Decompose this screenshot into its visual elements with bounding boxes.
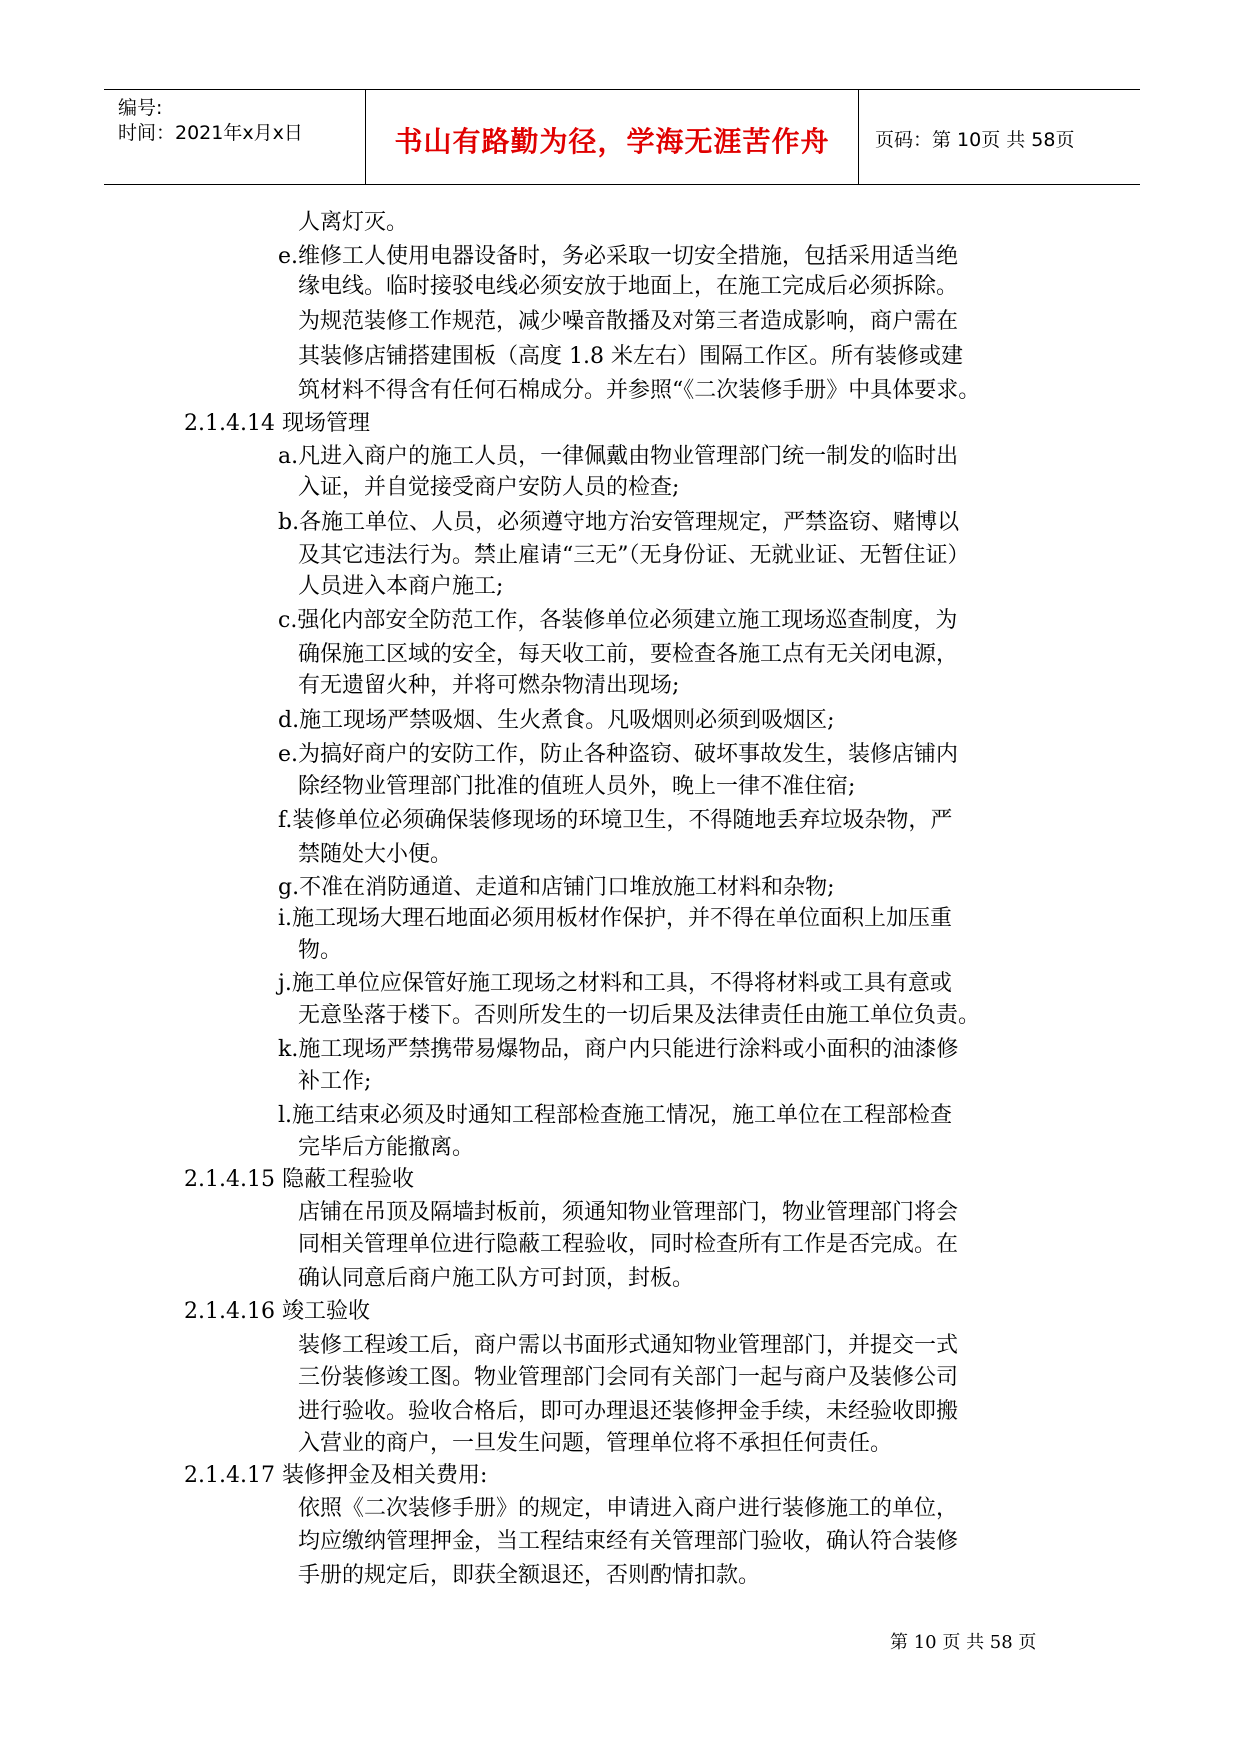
body-text-line: 确保施工区域的安全，每天收工前，要检查各施工点有无关闭电源， xyxy=(298,642,959,667)
body-text-line: 店铺在吊顶及隔墙封板前，须通知物业管理部门，物业管理部门将会 xyxy=(298,1200,959,1225)
body-text-line: 物。 xyxy=(298,938,343,963)
body-text-line: 同相关管理单位进行隐蔽工程验收，同时检查所有工作是否完成。在 xyxy=(298,1232,959,1257)
document-header xyxy=(104,89,1140,185)
body-text-line: 手册的规定后，即获全额退还，否则酌情扣款。 xyxy=(298,1563,761,1588)
list-item: g.不准在消防通道、走道和店铺门口堆放施工材料和杂物; xyxy=(278,875,835,900)
section-heading: 2.1.4.16 竣工验收 xyxy=(184,1299,370,1324)
header-page-cell xyxy=(859,90,1140,184)
list-item: k.施工现场严禁携带易爆物品，商户内只能进行涂料或小面积的油漆修 xyxy=(278,1037,959,1062)
document-time-label: 时间：2021年x月x日 xyxy=(118,122,303,144)
header-motto-cell xyxy=(366,90,859,184)
header-meta-cell xyxy=(104,90,366,184)
list-item: j.施工单位应保管好施工现场之材料和工具，不得将材料或工具有意或 xyxy=(278,971,952,996)
body-text-line: 装修工程竣工后，商户需以书面形式通知物业管理部门，并提交一式 xyxy=(298,1333,959,1358)
list-item: l.施工结束必须及时通知工程部检查施工情况，施工单位在工程部检查 xyxy=(278,1103,953,1128)
body-text-line: 缘电线。临时接驳电线必须安放于地面上，在施工完成后必须拆除。 xyxy=(298,274,959,299)
list-item: i.施工现场大理石地面必须用板材作保护，并不得在单位面积上加压重 xyxy=(278,906,953,931)
header-page-number: 页码：第 10页 共 58页 xyxy=(875,129,1075,151)
section-heading: 2.1.4.17 装修押金及相关费用: xyxy=(184,1463,488,1488)
body-text-line: 完毕后方能撤离。 xyxy=(298,1135,475,1160)
document-number-label: 编号: xyxy=(118,97,163,119)
header-motto: 书山有路勤为径，学海无涯苦作舟 xyxy=(394,125,830,158)
section-heading: 2.1.4.15 隐蔽工程验收 xyxy=(184,1167,414,1192)
body-text-line: 进行验收。验收合格后，即可办理退还装修押金手续，未经验收即搬 xyxy=(298,1399,959,1424)
body-text-line: 人离灯灭。 xyxy=(298,210,409,235)
body-text-line: 有无遗留火种，并将可燃杂物清出现场; xyxy=(298,673,680,698)
list-item: c.强化内部安全防范工作，各装修单位必须建立施工现场巡查制度，为 xyxy=(278,608,958,633)
body-text-line: 除经物业管理部门批准的值班人员外，晚上一律不准住宿; xyxy=(298,774,856,799)
body-text-line: 三份装修竣工图。物业管理部门会同有关部门一起与商户及装修公司 xyxy=(298,1365,959,1390)
list-item: e.维修工人使用电器设备时，务必采取一切安全措施，包括采用适当绝 xyxy=(278,244,959,269)
body-text-line: 为规范装修工作规范，减少噪音散播及对第三者造成影响，商户需在 xyxy=(298,309,959,334)
list-item: f.装修单位必须确保装修现场的环境卫生，不得随地丢弃垃圾杂物，严 xyxy=(278,808,953,833)
body-text-line: 禁随处大小便。 xyxy=(298,842,453,867)
body-text-line: 补工作; xyxy=(298,1069,372,1094)
body-text-line: 其装修店铺搭建围板（高度 1.8 米左右）围隔工作区。所有装修或建 xyxy=(298,344,963,369)
body-text-line: 人员进入本商户施工; xyxy=(298,574,504,599)
body-text-line: 依照《二次装修手册》的规定，申请进入商户进行装修施工的单位， xyxy=(298,1496,959,1521)
body-text-line: 入营业的商户，一旦发生问题，管理单位将不承担任何责任。 xyxy=(298,1431,893,1456)
list-item: e.为搞好商户的安防工作，防止各种盗窃、破坏事故发生，装修店铺内 xyxy=(278,742,959,767)
list-item: d.施工现场严禁吸烟、生火煮食。凡吸烟则必须到吸烟区; xyxy=(278,708,835,733)
section-heading: 2.1.4.14 现场管理 xyxy=(184,411,370,436)
list-item: b.各施工单位、人员，必须遵守地方治安管理规定，严禁盗窃、赌博以 xyxy=(278,510,960,535)
body-text-line: 入证，并自觉接受商户安防人员的检查; xyxy=(298,475,680,500)
body-text-line: 确认同意后商户施工队方可封顶，封板。 xyxy=(298,1266,695,1291)
page-footer: 第 10 页 共 58 页 xyxy=(890,1632,1037,1653)
body-text-line: 筑材料不得含有任何石棉成分。并参照“《二次装修手册》中具体要求。 xyxy=(298,378,981,403)
body-text-line: 及其它违法行为。禁止雇请“三无”（无身份证、无就业证、无暂住证） xyxy=(298,543,970,568)
list-item: a.凡进入商户的施工人员，一律佩戴由物业管理部门统一制发的临时出 xyxy=(278,444,959,469)
body-text-line: 无意坠落于楼下。否则所发生的一切后果及法律责任由施工单位负责。 xyxy=(298,1003,981,1028)
body-text-line: 均应缴纳管理押金，当工程结束经有关管理部门验收，确认符合装修 xyxy=(298,1529,959,1554)
